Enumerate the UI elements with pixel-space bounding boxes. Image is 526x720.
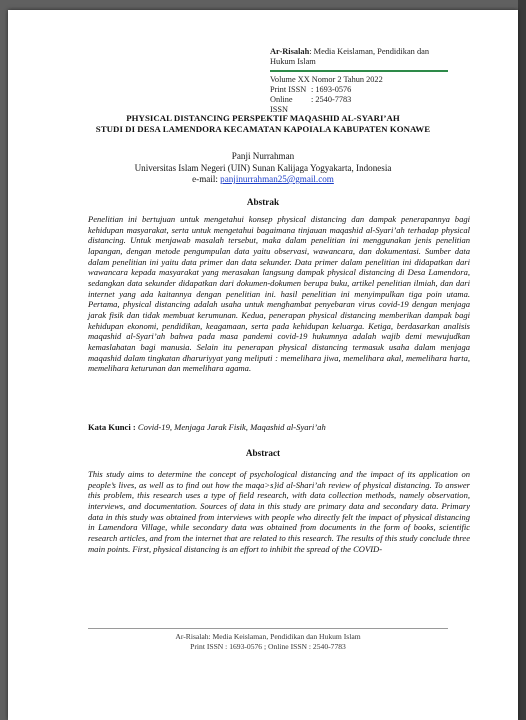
author-name: Panji Nurrahman [231,151,295,161]
email-label: e-mail: [192,174,221,184]
page-footer [88,632,448,652]
online-issn-row [270,95,450,115]
print-issn-value: : 1693-0576 [311,85,352,94]
footer-issn: Print ISSN : 1693-0576 ; Online ISSN : 2540-7783 [190,642,346,651]
document-page [8,10,518,720]
journal-meta [270,75,450,115]
online-issn-value: : 2540-7783 [311,95,352,104]
paper-title [58,113,468,135]
viewer-scroll-edge [518,0,526,720]
keywords-value: Covid-19, Menjaga Jarak Fisik, Maqashid al-Syari’ah [137,422,326,432]
journal-subtitle: : Media Keislaman, Pendidikan dan Hukum Islam [270,47,430,66]
footer-journal: Ar-Risalah: Media Keislaman, Pendidikan dan Hukum Islam [175,632,361,641]
journal-header [270,47,450,115]
footer-divider [88,628,448,629]
email-link[interactable]: panjinurrahman25@gmail.com [220,174,334,184]
abstrak-text: Penelitian ini bertujuan untuk mengetahui konsep physical distancing dan dampak penerapannya bagi kehidupan masyarakat, serta untuk mengetahui bagaimana tinjauan maqashid al-Syari’ah terhadap physical distancing. Untuk menjawab masalah tersebut, maka dalam penelitian ini menggunakan jenis penelitian lapangan, dengan metode pengumpulan data yaitu observasi, wawancara, dan dokumentasi. Sumber data dalam penelitian ini yaitu data primer dan data sekunder. Data primer dalam penelitian ini didapatkan dari wawancara kepada masyarakat yang merasakan langsung dampak physical distancing di Desa Lamendora, sedangkan data sekunder didapatkan dari dokumen-dokumen berupa buku, artikel penelitian ilmiah, dan dari internet yang ada kaitannya dengan penelitian ini. hasil penelitian ini menyimpulkan tiga poin utama. Pertama, physical distancing adalah usaha untuk menghambat penyebaran virus covid-19 dengan menjaga jarak fisik dan tidak membuat kerumunan. Kedua, penerapan physical distancing memberikan dampak bagi kehidupan ekonomi, pendidikan, keagamaan, serta pada kehidupan keluarga. Ketiga, berdasarkan analisis maqashid al-Syari’ah bahwa pada masa pandemi covid-19 hukumnya adalah wajib demi mewujudkan kemaslahatan bagi manusia. Selain itu penerapan physical distancing termasuk usaha dalam menjaga maqashid dalam tingkatan dharuriyyat yang meliputi : memelihara jiwa, memelihara akal, memelihara harta, memelihara keturunan dan memelihara agama. [88,214,470,374]
author-affiliation: Universitas Islam Negeri (UIN) Sunan Kalijaga Yogyakarta, Indonesia [134,162,392,173]
print-issn-label: Print ISSN [270,85,307,94]
author-email-row [58,174,468,186]
title-line-1: PHYSICAL DISTANCING PERSPEKTIF MAQASHID AL-SYARI’AH [126,113,400,123]
abstract-en-heading: Abstract [245,448,281,458]
journal-name-block [270,47,450,67]
abstract-en-text: This study aims to determine the concept of psychological distancing and the impact of its application on people’s lives, as well as to find out how the maqa>s}id al-Shari’ah review of physical distancing. To answer this problem, this research uses a type of field research, with data collection methods, namely observation, interviews, and documentation. Sources of data in this study are primary data and secondary data. Primary data in this study was obtained from interviews with people who directly felt the impact of physical distancing in Lamendora Village, while secondary data was obtained from documents in the form of books, scientific research articles, and from the internet that are related to this research. The results of this study conclude three main points. First, physical distancing is an effort to inhibit the spread of the COVID- [88,469,470,554]
header-accent-line [270,70,448,72]
online-issn-label: Online ISSN [270,95,293,114]
print-issn-row [270,85,450,95]
author-block [58,151,468,186]
keywords-label: Kata Kunci : [88,422,138,432]
abstrak-heading: Abstrak [246,197,280,207]
journal-name: Ar-Risalah [270,47,310,56]
keywords-row [88,422,470,433]
journal-volume: Volume XX Nomor 2 Tahun 2022 [270,75,383,84]
title-line-2: STUDI DI DESA LAMENDORA KECAMATAN KAPOIALA KABUPATEN KONAWE [95,124,431,134]
